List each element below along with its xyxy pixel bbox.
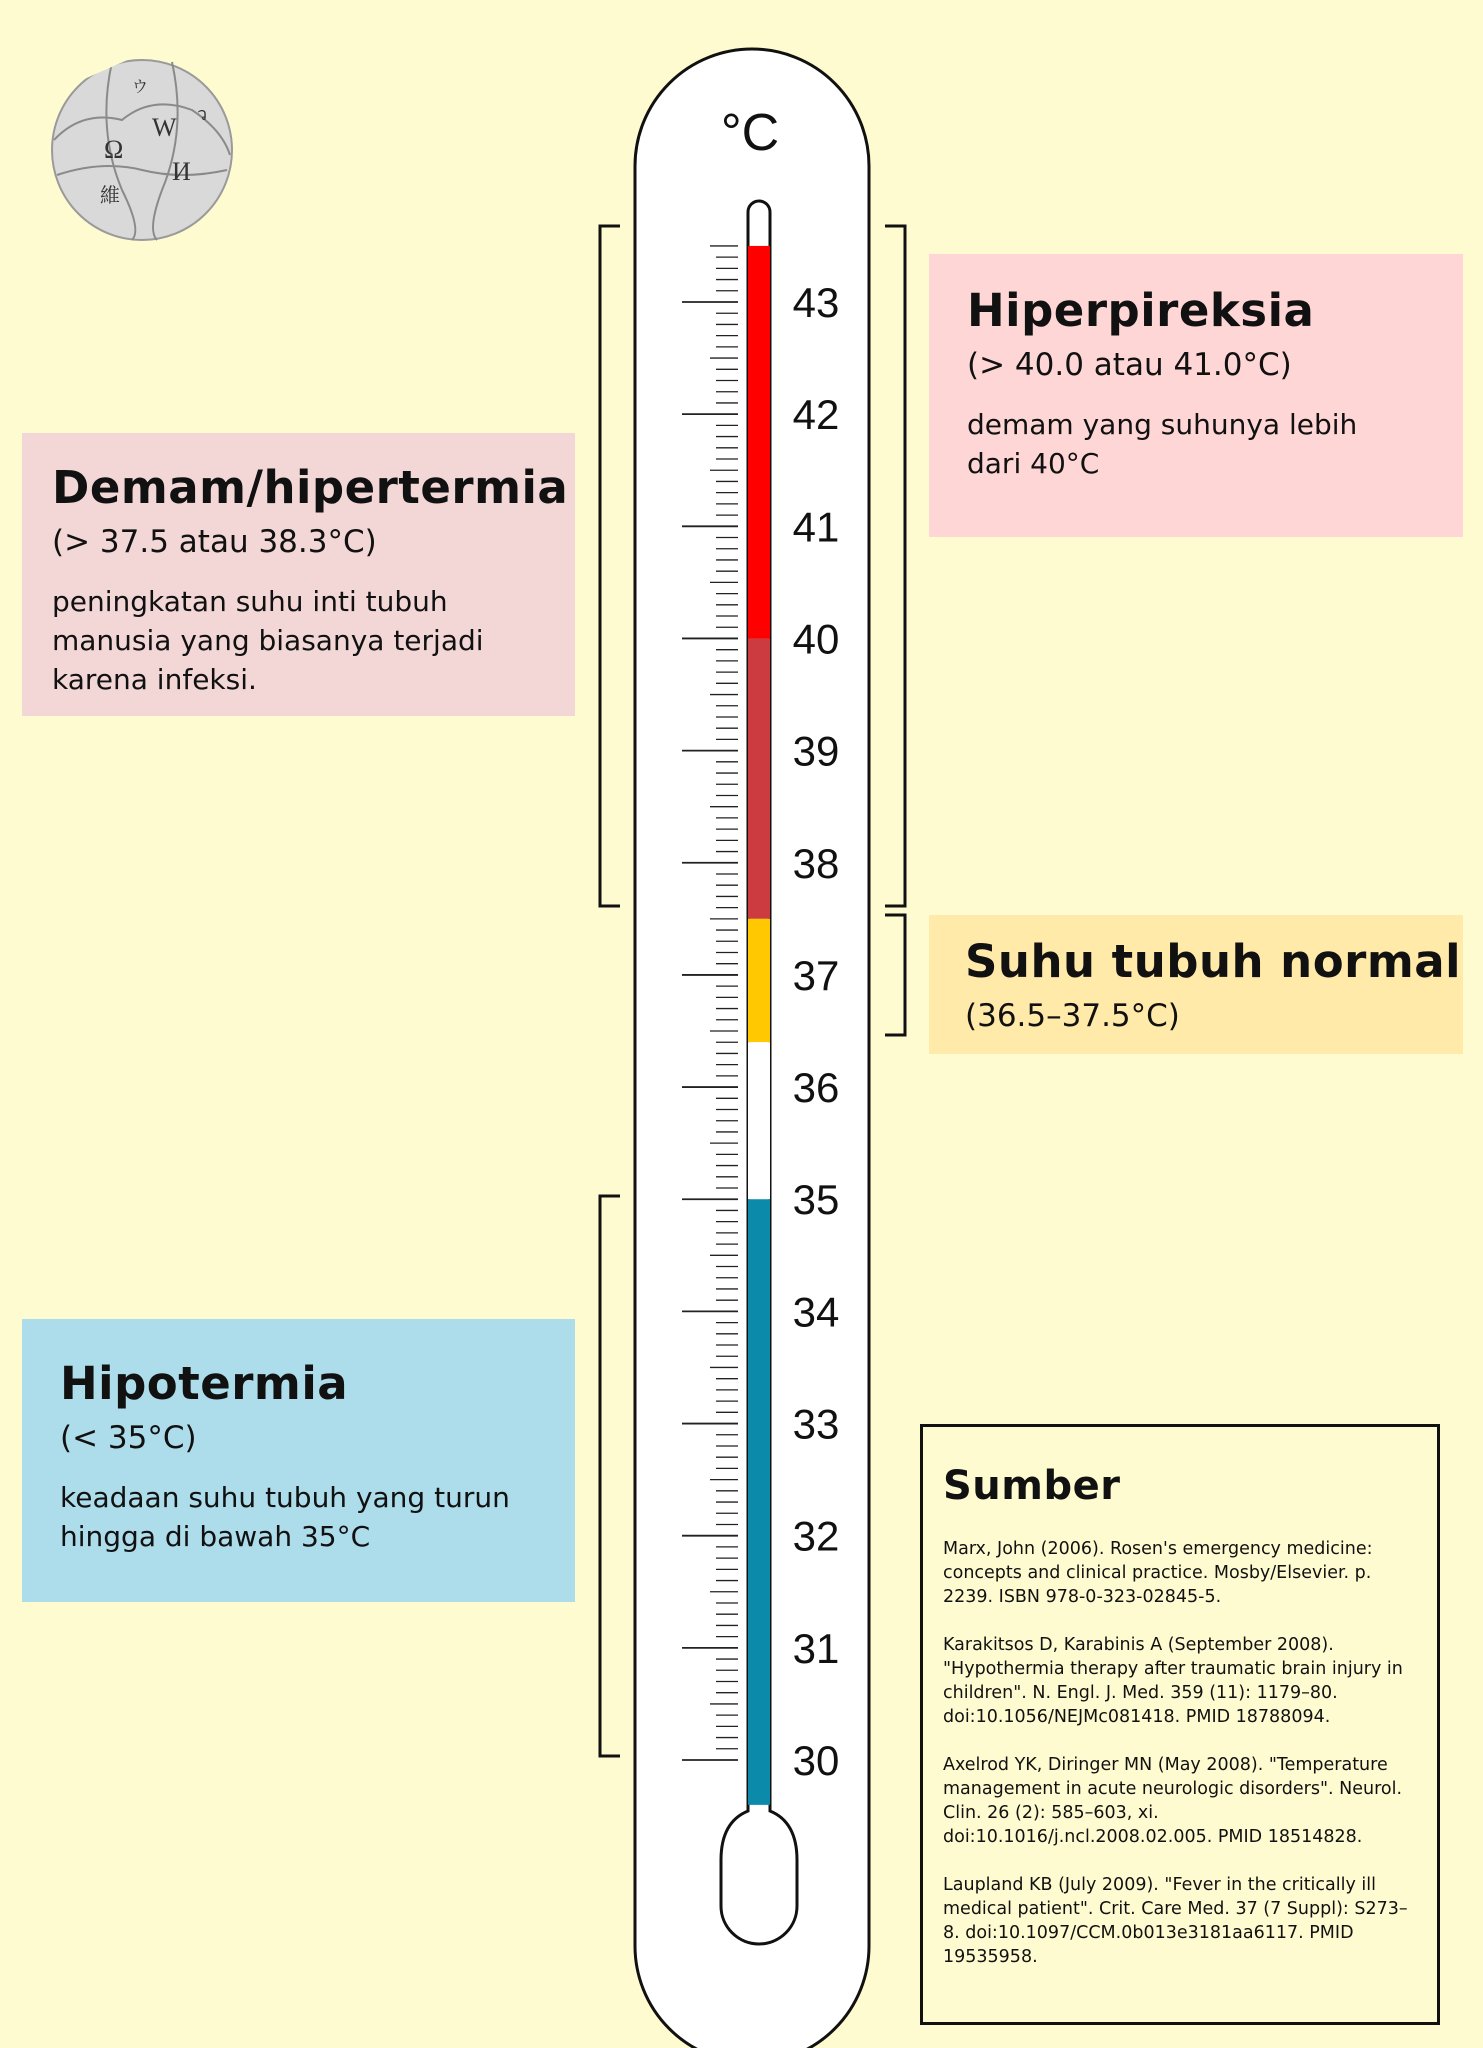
scale-label: 32 (792, 1512, 840, 1560)
hiperpireksia-description: demam yang suhunya lebih dari 40°C (967, 408, 1358, 480)
scale-label: 30 (792, 1737, 840, 1784)
svg-text:Ω: Ω (104, 135, 124, 164)
reference-item: Marx, John (2006). Rosen's emergency medicine: concepts and clinical practice. Mosby/Elsevier. p. 2239. ISBN 978-0-323-02845-5. (943, 1539, 1373, 1607)
scale-label: 39 (792, 727, 840, 775)
hipotermia-description: keadaan suhu tubuh yang turun hingga di bawah 35°C (60, 1481, 510, 1553)
reference-item: Karakitsos D, Karabinis A (September 2008). "Hypothermia therapy after traumatic brain injury in children". N. Engl. J. Med. 359 (11): 1179–80. doi:10.1056/NEJMc081418. PMID 18788094. (943, 1635, 1403, 1727)
wikipedia-logo (52, 30, 232, 240)
scale-label: 42 (792, 391, 840, 439)
mercury-segment (748, 1199, 770, 1805)
scale-label: 35 (792, 1176, 840, 1224)
mercury-segment (748, 638, 770, 918)
normal-card (929, 915, 1463, 1054)
mercury-column (748, 246, 770, 1805)
demam-card (22, 433, 575, 716)
bracket-normal-right (885, 915, 905, 1035)
hipotermia-card (22, 1319, 575, 1602)
svg-text:ว: ว (197, 104, 208, 125)
sources-box (920, 1424, 1440, 2025)
scale-label: 37 (792, 951, 840, 999)
mercury-segment (748, 919, 770, 1042)
unit-label: °C (720, 104, 780, 162)
scale-label: 43 (792, 279, 840, 326)
svg-text:W: W (152, 113, 177, 142)
bracket-fever-left (600, 226, 620, 906)
scale-label: 41 (792, 503, 840, 551)
svg-text:И: И (172, 157, 191, 186)
bracket-fever-right (885, 226, 905, 906)
svg-text:維: 維 (100, 183, 120, 207)
hipotermia-title: Hipotermia (60, 1357, 349, 1410)
normal-title: Suhu tubuh normal (965, 935, 1462, 988)
scale-label: 38 (792, 839, 840, 887)
hipotermia-range: (< 35°C) (60, 1420, 197, 1456)
hiperpireksia-card (929, 254, 1463, 537)
normal-range: (36.5–37.5°C) (965, 998, 1180, 1034)
bracket-hypothermia-left (600, 1196, 620, 1756)
reference-list (943, 1537, 1423, 1969)
demam-range: (> 37.5 atau 38.3°C) (52, 524, 377, 560)
sources-title: Sumber (943, 1463, 1121, 1509)
scale-label: 36 (792, 1064, 840, 1112)
demam-title: Demam/hipertermia (52, 461, 569, 514)
scale-label: 31 (792, 1624, 840, 1672)
reference-item: Laupland KB (July 2009). "Fever in the critically ill medical patient". Crit. Care Med. 37 (7 Suppl): S273–8. doi:10.1097/CCM.0b013e3181aa6117. PMID 19535958. (943, 1875, 1408, 1967)
hiperpireksia-range: (> 40.0 atau 41.0°C) (967, 347, 1292, 383)
scale-label: 40 (792, 615, 840, 663)
demam-description: peningkatan suhu inti tubuh manusia yang biasanya terjadi karena infeksi. (52, 585, 484, 696)
mercury-segment (748, 1042, 770, 1199)
reference-item: Axelrod YK, Diringer MN (May 2008). "Temperature management in acute neurologic disorders". Neurol. Clin. 26 (2): 585–603, xi. doi:10.1016/j.ncl.2008.02.005. PMID 18514828. (943, 1755, 1403, 1847)
mercury-segment (748, 246, 770, 639)
hiperpireksia-title: Hiperpireksia (967, 284, 1315, 337)
scale-label: 33 (792, 1400, 840, 1448)
svg-text:ウ: ウ (132, 77, 149, 96)
scale-label: 34 (792, 1288, 840, 1336)
